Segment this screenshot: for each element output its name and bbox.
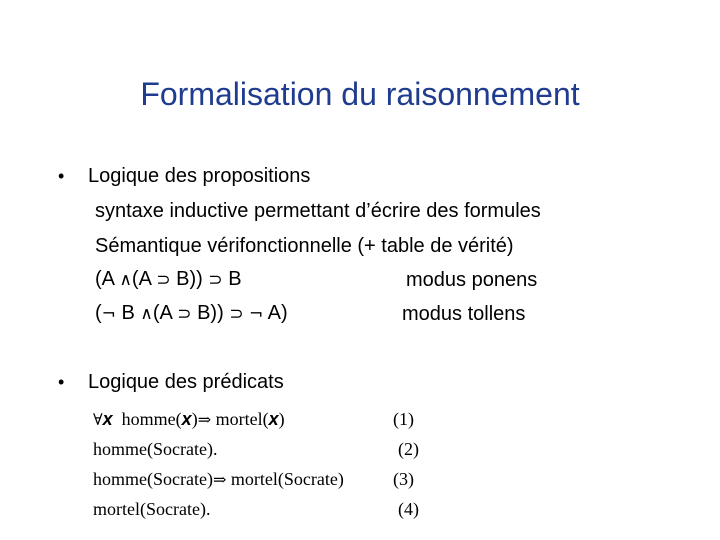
predicate-text: ): [278, 409, 285, 429]
predicate-text: homme(Socrate): [93, 469, 213, 489]
forall-symbol: ∀: [93, 410, 103, 429]
predicate-text: ): [191, 409, 198, 429]
bullet-heading: Logique des prédicats: [88, 371, 284, 393]
formula-text: (A: [131, 268, 157, 290]
formula-text: B)): [191, 302, 230, 324]
formula-text: (A: [152, 302, 178, 324]
predicate-line-1: [93, 408, 285, 431]
formula-text: A): [263, 302, 288, 324]
syntax-line: syntaxe inductive permettant d’écrire des formules: [95, 200, 541, 222]
predicate-line-2: homme(Socrate).: [93, 439, 218, 459]
bullet-marker: •: [58, 372, 65, 392]
bullet-item-propositions: [0, 163, 720, 189]
modus-tollens-formula: [95, 300, 288, 327]
predicate-text: homme(: [121, 409, 182, 429]
bullet-item-predicates: [0, 369, 720, 395]
variable: x: [268, 409, 279, 429]
predicate-line-4: mortel(Socrate).: [93, 499, 211, 519]
predicate-text: mortel(Socrate): [230, 469, 344, 489]
slide-title: Formalisation du raisonnement: [140, 76, 580, 112]
line-number: (1): [393, 409, 414, 429]
modus-ponens-label: modus ponens: [406, 269, 538, 291]
line-number: (2): [398, 439, 419, 459]
modus-ponens-formula: [95, 266, 242, 293]
modus-tollens-label: modus tollens: [402, 303, 526, 325]
implies-symbol: ⊃: [208, 270, 223, 290]
predicate-text: mortel(: [215, 409, 269, 429]
line-number: (3): [393, 469, 414, 489]
variable: x: [181, 409, 192, 429]
variable: x: [102, 409, 113, 429]
and-symbol: ∧: [119, 270, 132, 290]
bullet-heading: Logique des propositions: [88, 165, 311, 187]
not-symbol: ¬: [243, 304, 264, 324]
bullet-marker: •: [58, 166, 65, 186]
not-symbol: ¬: [101, 304, 116, 324]
predicate-line-3: [93, 468, 344, 491]
formula-text: (A: [95, 268, 120, 290]
implies-arrow: ⇒: [212, 470, 227, 489]
line-number: (4): [398, 499, 419, 519]
formula-text: B: [115, 302, 141, 324]
implies-symbol: ⊃: [177, 304, 192, 324]
formula-text: B: [222, 268, 242, 290]
and-symbol: ∧: [140, 304, 153, 324]
formula-text: B)): [170, 268, 209, 290]
implies-arrow: ⇒: [197, 410, 212, 429]
semantics-line: Sémantique vérifonctionnelle (+ table de vérité): [95, 235, 514, 257]
formula-text: (: [95, 302, 102, 324]
implies-symbol: ⊃: [229, 304, 244, 324]
implies-symbol: ⊃: [156, 270, 171, 290]
